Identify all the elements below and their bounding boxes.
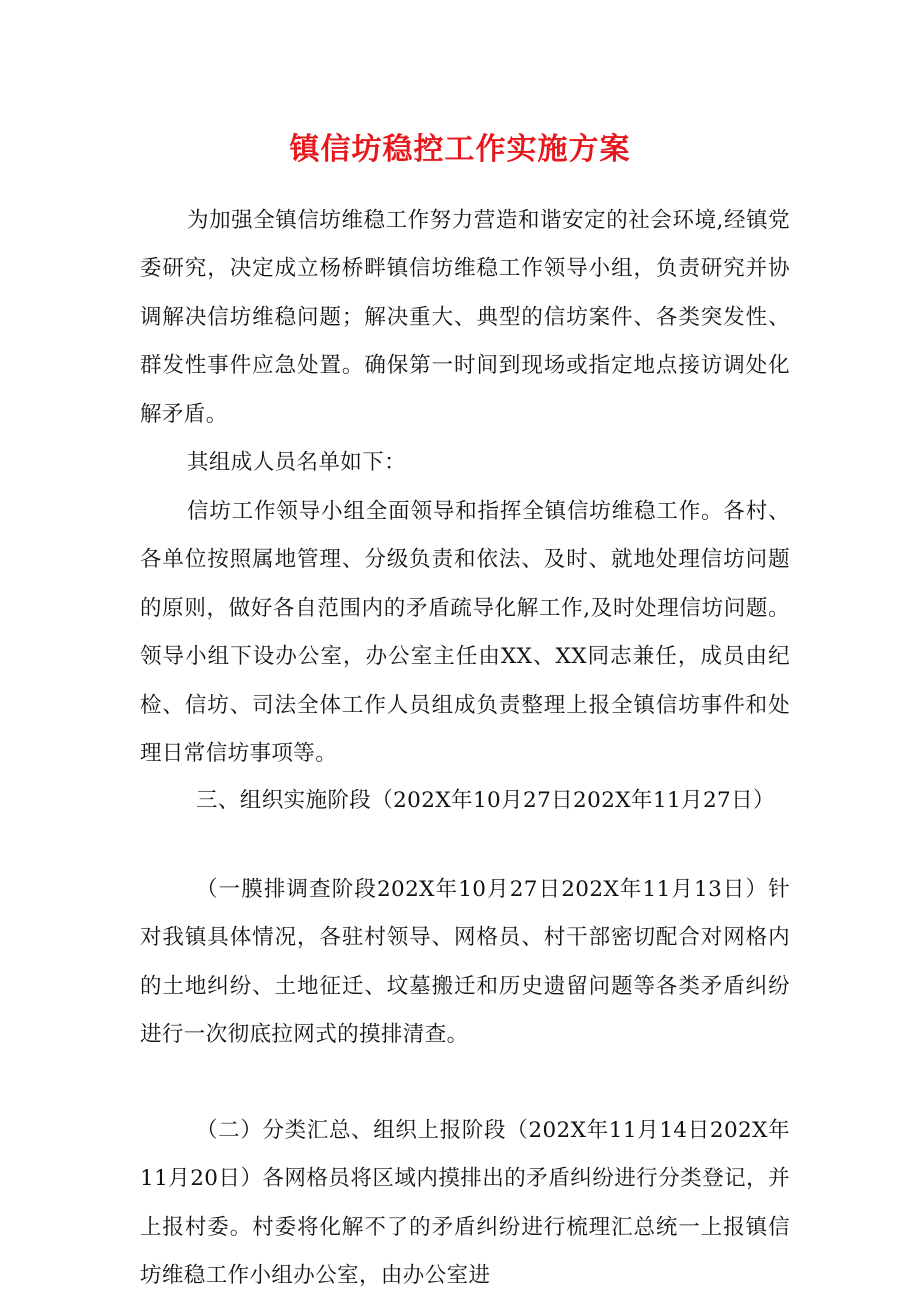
paragraph-member-list-heading: 其组成人员名单如下： [187,450,407,475]
paragraph-stage-two-reporting: （二）分类汇总、组织上报阶段（202X年11月14日202X年11月20日）各网格员将区域内摸排出的矛盾纠纷进行分类登记，并上报村委。村委将化解不了的矛盾纠纷进行梳理汇总统一上报镇信坊维稳工作小组办公室，由办公室进 [140,1118,790,1289]
paragraph-stage-one-investigation: （一膜排调查阶段202X年10月27日202X年11月13日）针对我镇具体情况，各驻村领导、网格员、村干部密切配合对网格内的土地纠纷、土地征迁、坟墓搬迁和历史遗留问题等各类矛盾纠纷进行一次彻底拉网式的摸排清查。 [140,877,790,1048]
paragraph-leadership-group: 信坊工作领导小组全面领导和指挥全镇信坊维稳工作。各村、各单位按照属地管理、分级负责和依法、及时、就地处理信坊问题的原则，做好各自范围内的矛盾疏导化解工作,及时处理信坊问题。领导小组下设办公室，办公室主任由XX、XX同志兼任，成员由纪检、信坊、司法全体工作人员组成负责整理上报全镇信坊事件和处理日常信坊事项等。 [140,499,790,767]
document-title: 镇信坊稳控工作实施方案 [289,132,631,167]
paragraph-intro: 为加强全镇信坊维稳工作努力营造和谐安定的社会环境,经镇党委研究，决定成立杨桥畔镇信坊维稳工作领导小组，负责研究并协调解决信坊维稳问题；解决重大、典型的信坊案件、各类突发性、群发性事件应急处置。确保第一时间到现场或指定地点接访调处化解矛盾。 [140,208,790,427]
section-heading-implementation-stages: 三、组织实施阶段（202X年10月27日202X年11月27日） [196,788,775,813]
